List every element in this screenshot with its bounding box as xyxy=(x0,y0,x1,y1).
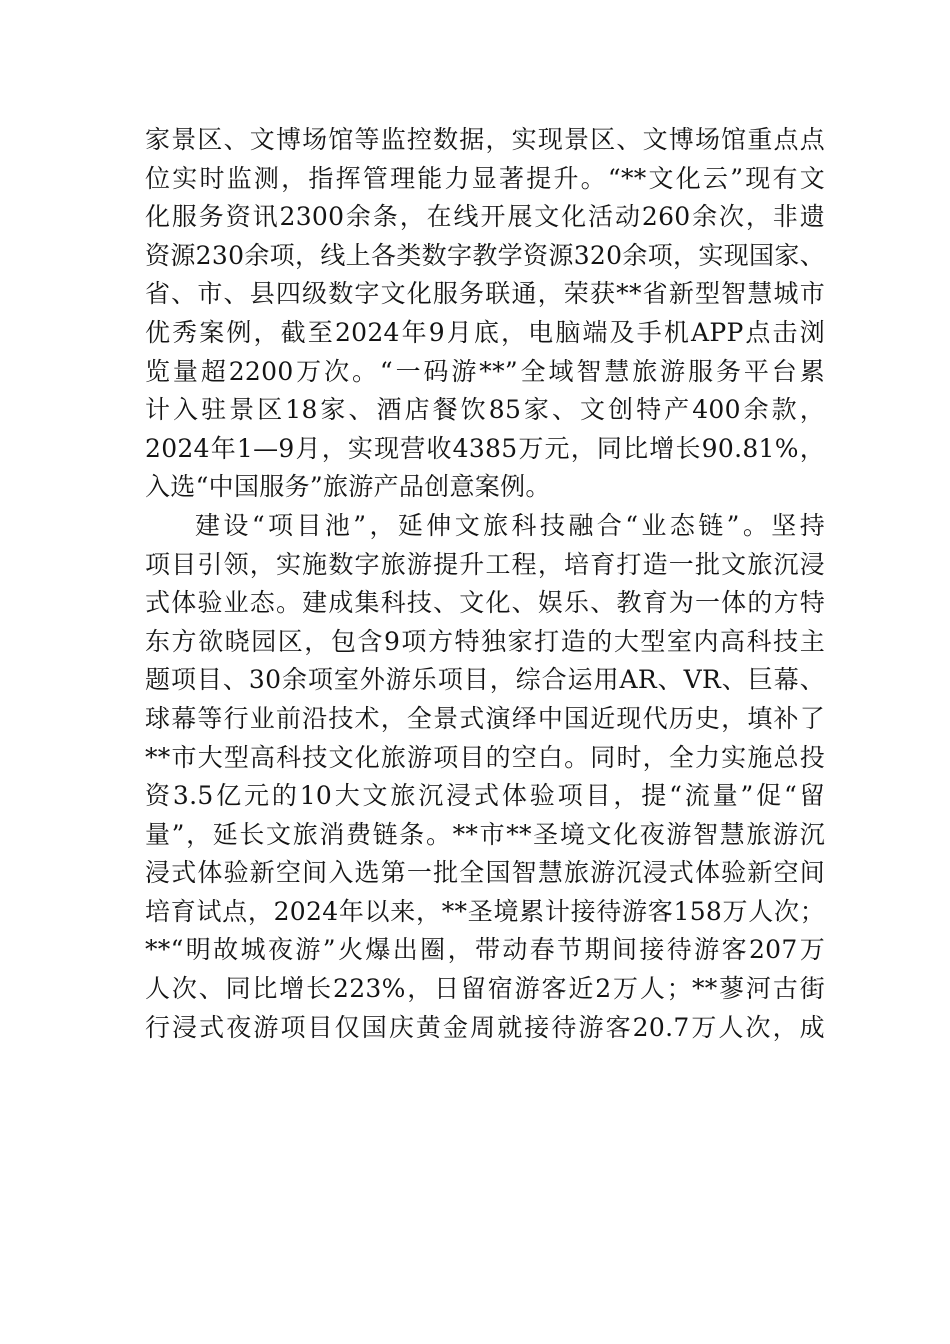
text-line: 行浸式夜游项目仅国庆黄金周就接待游客20.7万人次，成 xyxy=(145,1012,825,1042)
text-line: 培育试点，2024年以来，**圣境累计接待游客158万人次； xyxy=(145,896,825,926)
body-text xyxy=(145,121,825,1047)
text-line: 球幕等行业前沿技术，全景式演绎中国近现代历史，填补了 xyxy=(145,703,825,733)
text-line: 化服务资讯2300余条，在线开展文化活动260余次，非遗 xyxy=(145,202,825,232)
text-line: 资3.5亿元的10大文旅沉浸式体验项目，提“流量”促“留 xyxy=(145,781,825,811)
text-line: 入选“中国服务”旅游产品创意案例。 xyxy=(145,472,551,502)
text-line: **市大型高科技文化旅游项目的空白。同时，全力实施总投 xyxy=(145,742,825,772)
text-line: 优秀案例，截至2024年9月底，电脑端及手机APP点击浏 xyxy=(145,317,825,347)
text-line: 位实时监测，指挥管理能力显著提升。“**文化云”现有文 xyxy=(145,163,825,193)
text-line: 东方欲晓园区，包含9项方特独家打造的大型室内高科技主 xyxy=(145,626,825,656)
text-line: 浸式体验新空间入选第一批全国智慧旅游沉浸式体验新空间 xyxy=(145,858,825,888)
text-line: 家景区、文博场馆等监控数据，实现景区、文博场馆重点点 xyxy=(145,125,825,154)
text-line: 题项目、30余项室外游乐项目，综合运用AR、VR、巨幕、 xyxy=(145,665,825,695)
text-line: 计入驻景区18家、酒店餐饮85家、文创特产400余款， xyxy=(145,395,825,425)
text-line: 览量超2200万次。“一码游**”全域智慧旅游服务平台累 xyxy=(145,356,825,386)
text-line: 省、市、县四级数字文化服务联通，荣获**省新型智慧城市 xyxy=(145,279,825,309)
text-line: 项目引领，实施数字旅游提升工程，培育打造一批文旅沉浸 xyxy=(145,549,825,579)
text-line: 资源230余项，线上各类数字教学资源320余项，实现国家、 xyxy=(145,240,825,270)
text-line: 人次、同比增长223%，日留宿游客近2万人；**蓼河古街 xyxy=(145,974,825,1004)
text-line: 量”，延长文旅消费链条。**市**圣境文化夜游智慧旅游沉 xyxy=(145,819,825,849)
text-line: 2024年1—9月，实现营收4385万元，同比增长90.81%， xyxy=(145,433,825,463)
text-line: 式体验业态。建成集科技、文化、娱乐、教育为一体的方特 xyxy=(145,588,825,618)
text-line: **“明故城夜游”火爆出圈，带动春节期间接待游客207万 xyxy=(145,935,825,965)
paragraph-first-line: 建设“项目池”，延伸文旅科技融合“业态链”。坚持 xyxy=(195,510,825,540)
